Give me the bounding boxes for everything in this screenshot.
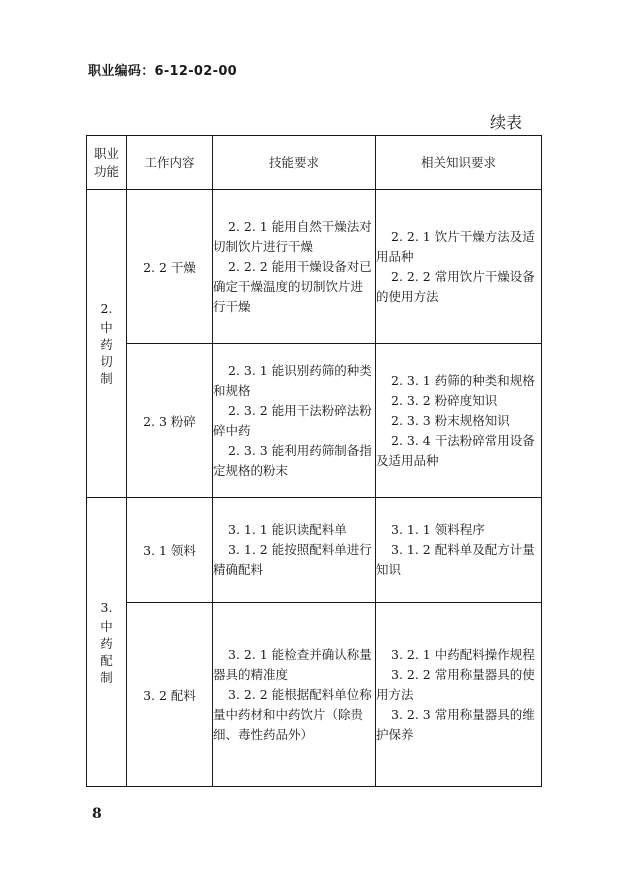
- function-name: 中药配制: [100, 618, 113, 685]
- knowledge-cell: [376, 190, 542, 344]
- table-row: [87, 344, 542, 498]
- work-cell: 3. 2 配料: [127, 603, 213, 787]
- skill-item: 2. 2. 1 能用自然干燥法对切制饮片进行干燥: [213, 218, 372, 254]
- work-cell: 2. 3 粉碎: [127, 344, 213, 498]
- knowledge-item: 2. 2. 2 常用饮片干燥设备的使用方法: [376, 268, 535, 304]
- skills-cell: [213, 344, 376, 498]
- header-function: 职业功能: [87, 136, 127, 190]
- knowledge-item: 2. 3. 2 粉碎度知识: [391, 392, 498, 408]
- function-number: 3.: [100, 599, 113, 615]
- skill-item: 2. 3. 3 能利用药筛制备指定规格的粉末: [213, 442, 372, 478]
- header-skills: 技能要求: [213, 136, 376, 190]
- knowledge-item: 3. 2. 3 常用称量器具的维护保养: [376, 706, 535, 742]
- table-row: [87, 603, 542, 787]
- skill-item: 3. 2. 1 能检查并确认称量器具的精准度: [213, 646, 372, 682]
- work-cell: 3. 1 领料: [127, 498, 213, 603]
- function-cell-cutting: [87, 190, 127, 498]
- table-row: [87, 498, 542, 603]
- skill-item: 2. 3. 1 能识别药筛的种类和规格: [213, 362, 372, 398]
- header-knowledge: 相关知识要求: [376, 136, 542, 190]
- knowledge-item: 2. 2. 1 饮片干燥方法及适用品种: [376, 228, 535, 264]
- knowledge-cell: [376, 603, 542, 787]
- page-number: 8: [92, 806, 102, 822]
- function-number: 2.: [100, 301, 113, 316]
- table-row: [87, 190, 542, 344]
- function-name: 中药切制: [100, 320, 113, 386]
- knowledge-item: 2. 3. 3 粉末规格知识: [391, 412, 510, 428]
- knowledge-cell: [376, 498, 542, 603]
- skills-cell: [213, 498, 376, 603]
- skill-item: 2. 3. 2 能用干法粉碎法粉碎中药: [213, 402, 372, 438]
- knowledge-item: 2. 3. 4 干法粉碎常用设备及适用品种: [376, 432, 535, 468]
- skills-table: [86, 135, 542, 787]
- knowledge-item: 3. 1. 2 配料单及配方计量知识: [376, 542, 535, 577]
- function-cell-preparation: [87, 498, 127, 787]
- skill-item: 2. 2. 2 能用干燥设备对已确定干燥温度的切制饮片进行干燥: [213, 258, 372, 314]
- header-work: 工作内容: [127, 136, 213, 190]
- knowledge-cell: [376, 344, 542, 498]
- continued-table-label: 续表: [490, 113, 523, 132]
- table-header-row: [87, 136, 542, 190]
- skill-item: 3. 1. 1 能识读配料单: [228, 522, 347, 537]
- knowledge-item: 3. 2. 2 常用称量器具的使用方法: [376, 666, 535, 702]
- skills-cell: [213, 603, 376, 787]
- knowledge-item: 2. 3. 1 药筛的种类和规格: [391, 372, 535, 388]
- knowledge-item: 3. 1. 1 领料程序: [391, 522, 485, 537]
- knowledge-item: 3. 2. 1 中药配料操作规程: [391, 646, 535, 662]
- skill-item: 3. 2. 2 能根据配料单位称量中药材和中药饮片（除贵细、毒性药品外）: [213, 686, 372, 742]
- skill-item: 3. 1. 2 能按照配料单进行精确配料: [213, 542, 372, 577]
- skills-cell: [213, 190, 376, 344]
- work-cell: 2. 2 干燥: [127, 190, 213, 344]
- occupation-code: 职业编码：6-12-02-00: [88, 64, 238, 79]
